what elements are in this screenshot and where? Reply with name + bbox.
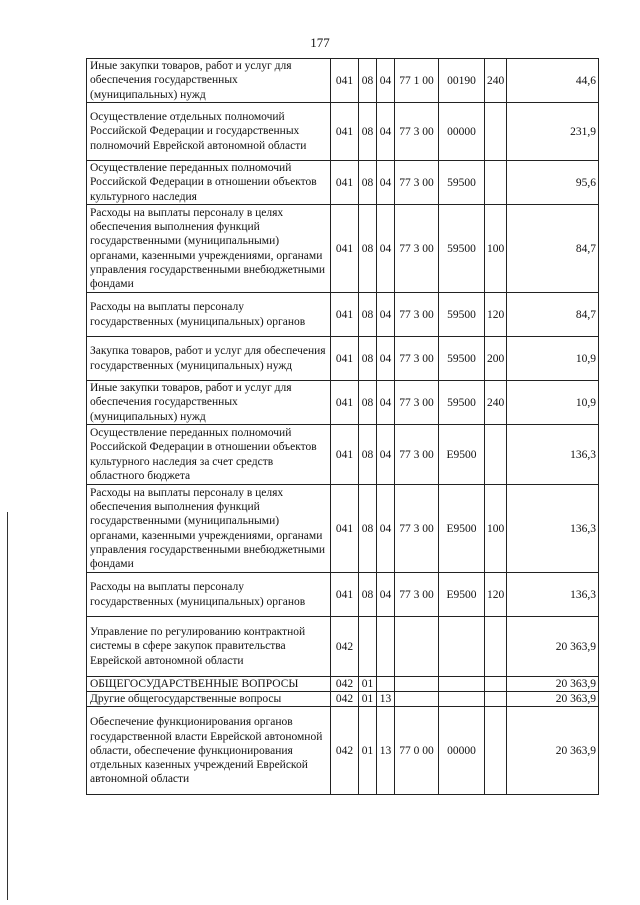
- cell-cs1: 77 3 00: [395, 381, 439, 425]
- row-name: Расходы на выплаты персоналу в целях обеспечения выполнения функций государственными (муниципальными) органами, казенными учреждениями, органами управления государственными внебюджетными фондами: [87, 205, 331, 293]
- page-number: 177: [310, 35, 330, 50]
- row-name: ОБЩЕГОСУДАРСТВЕННЫЕ ВОПРОСЫ: [87, 677, 331, 692]
- cell-rz: [359, 617, 377, 677]
- cell-cs2: [439, 692, 485, 707]
- row-name: Расходы на выплаты персоналу в целях обеспечения выполнения функций государственными (муниципальными) органами, казенными учреждениями, органами управления государственными внебюджетными фондами: [87, 485, 331, 573]
- cell-cs1: 77 3 00: [395, 293, 439, 337]
- table-row: [87, 425, 599, 485]
- cell-vr: [485, 103, 507, 161]
- cell-vr: 240: [485, 59, 507, 103]
- cell-vr: [485, 617, 507, 677]
- cell-pr: 04: [377, 485, 395, 573]
- cell-vr: [485, 425, 507, 485]
- cell-cs2: 59500: [439, 381, 485, 425]
- row-name: Иные закупки товаров, работ и услуг для обеспечения государственных (муниципальных) нужд: [87, 381, 331, 425]
- cell-ved: 042: [331, 617, 359, 677]
- cell-pr: 04: [377, 205, 395, 293]
- margin-rule: [7, 512, 8, 900]
- cell-ved: 041: [331, 425, 359, 485]
- cell-cs1: 77 3 00: [395, 485, 439, 573]
- cell-vr: 100: [485, 485, 507, 573]
- cell-sum: 95,6: [507, 161, 599, 205]
- table-row: [87, 337, 599, 381]
- cell-rz: 08: [359, 205, 377, 293]
- cell-cs1: 77 3 00: [395, 337, 439, 381]
- cell-vr: 120: [485, 573, 507, 617]
- table-row: [87, 677, 599, 692]
- table-row: [87, 103, 599, 161]
- cell-pr: [377, 617, 395, 677]
- cell-cs1: [395, 692, 439, 707]
- table-row: [87, 707, 599, 795]
- cell-ved: 041: [331, 381, 359, 425]
- cell-cs1: 77 3 00: [395, 425, 439, 485]
- cell-ved: 041: [331, 337, 359, 381]
- cell-cs2: E9500: [439, 425, 485, 485]
- row-name: Расходы на выплаты персоналу государственных (муниципальных) органов: [87, 293, 331, 337]
- cell-pr: 04: [377, 293, 395, 337]
- cell-rz: 08: [359, 161, 377, 205]
- cell-sum: 136,3: [507, 425, 599, 485]
- table-row: [87, 692, 599, 707]
- cell-pr: [377, 677, 395, 692]
- cell-cs1: 77 1 00: [395, 59, 439, 103]
- cell-sum: 20 363,9: [507, 707, 599, 795]
- cell-pr: 13: [377, 707, 395, 795]
- cell-sum: 10,9: [507, 337, 599, 381]
- cell-sum: 84,7: [507, 205, 599, 293]
- cell-rz: 08: [359, 337, 377, 381]
- cell-pr: 04: [377, 59, 395, 103]
- cell-vr: [485, 677, 507, 692]
- cell-pr: 04: [377, 337, 395, 381]
- cell-cs2: 00000: [439, 707, 485, 795]
- cell-ved: 041: [331, 293, 359, 337]
- cell-rz: 01: [359, 692, 377, 707]
- cell-cs1: 77 3 00: [395, 161, 439, 205]
- cell-cs2: 59500: [439, 293, 485, 337]
- cell-sum: 136,3: [507, 485, 599, 573]
- cell-sum: 84,7: [507, 293, 599, 337]
- cell-cs2: 00190: [439, 59, 485, 103]
- cell-sum: 10,9: [507, 381, 599, 425]
- cell-cs2: [439, 677, 485, 692]
- cell-sum: 20 363,9: [507, 677, 599, 692]
- table-row: [87, 485, 599, 573]
- table-row: [87, 381, 599, 425]
- cell-ved: 041: [331, 485, 359, 573]
- cell-cs1: 77 3 00: [395, 573, 439, 617]
- row-name: Осуществление переданных полномочий Российской Федерации в отношении объектов культурного наследия за счет средств областного бюджета: [87, 425, 331, 485]
- row-name: Обеспечение функционирования органов государственной власти Еврейской автономной области, обеспечение функционирования отдельных казенных учреждений Еврейской автономной области: [87, 707, 331, 795]
- cell-ved: 041: [331, 103, 359, 161]
- cell-sum: 20 363,9: [507, 692, 599, 707]
- table-row: [87, 59, 599, 103]
- cell-rz: 08: [359, 103, 377, 161]
- cell-pr: 04: [377, 161, 395, 205]
- cell-rz: 08: [359, 59, 377, 103]
- cell-pr: 04: [377, 425, 395, 485]
- cell-cs1: 77 0 00: [395, 707, 439, 795]
- cell-vr: [485, 692, 507, 707]
- table-row: [87, 293, 599, 337]
- cell-ved: 041: [331, 59, 359, 103]
- cell-vr: 100: [485, 205, 507, 293]
- table-row: [87, 617, 599, 677]
- cell-vr: 120: [485, 293, 507, 337]
- cell-rz: 08: [359, 381, 377, 425]
- cell-sum: 44,6: [507, 59, 599, 103]
- cell-cs2: 00000: [439, 103, 485, 161]
- budget-table: [86, 58, 599, 795]
- cell-cs2: E9500: [439, 485, 485, 573]
- cell-cs1: [395, 677, 439, 692]
- row-name: Осуществление отдельных полномочий Российской Федерации и государственных полномочий Еврейской автономной области: [87, 103, 331, 161]
- cell-cs1: 77 3 00: [395, 103, 439, 161]
- cell-cs2: [439, 617, 485, 677]
- cell-cs2: 59500: [439, 337, 485, 381]
- cell-pr: 04: [377, 573, 395, 617]
- cell-sum: 20 363,9: [507, 617, 599, 677]
- cell-sum: 136,3: [507, 573, 599, 617]
- cell-rz: 08: [359, 425, 377, 485]
- table-row: [87, 573, 599, 617]
- cell-pr: 13: [377, 692, 395, 707]
- cell-pr: 04: [377, 103, 395, 161]
- row-name: Осуществление переданных полномочий Российской Федерации в отношении объектов культурного наследия: [87, 161, 331, 205]
- table-row: [87, 161, 599, 205]
- cell-ved: 042: [331, 707, 359, 795]
- cell-rz: 08: [359, 485, 377, 573]
- cell-vr: 240: [485, 381, 507, 425]
- cell-vr: 200: [485, 337, 507, 381]
- cell-pr: 04: [377, 381, 395, 425]
- cell-rz: 01: [359, 677, 377, 692]
- row-name: Другие общегосударственные вопросы: [87, 692, 331, 707]
- cell-cs2: 59500: [439, 205, 485, 293]
- cell-ved: 041: [331, 161, 359, 205]
- cell-cs2: 59500: [439, 161, 485, 205]
- cell-rz: 01: [359, 707, 377, 795]
- row-name: Иные закупки товаров, работ и услуг для обеспечения государственных (муниципальных) нужд: [87, 59, 331, 103]
- cell-vr: [485, 707, 507, 795]
- cell-ved: 041: [331, 573, 359, 617]
- table-row: [87, 205, 599, 293]
- row-name: Расходы на выплаты персоналу государственных (муниципальных) органов: [87, 573, 331, 617]
- cell-rz: 08: [359, 573, 377, 617]
- cell-cs2: E9500: [439, 573, 485, 617]
- cell-sum: 231,9: [507, 103, 599, 161]
- row-name: Управление по регулированию контрактной системы в сфере закупок правительства Еврейской автономной области: [87, 617, 331, 677]
- row-name: Закупка товаров, работ и услуг для обеспечения государственных (муниципальных) нужд: [87, 337, 331, 381]
- cell-ved: 042: [331, 692, 359, 707]
- cell-vr: [485, 161, 507, 205]
- cell-ved: 042: [331, 677, 359, 692]
- cell-rz: 08: [359, 293, 377, 337]
- cell-cs1: 77 3 00: [395, 205, 439, 293]
- cell-ved: 041: [331, 205, 359, 293]
- cell-cs1: [395, 617, 439, 677]
